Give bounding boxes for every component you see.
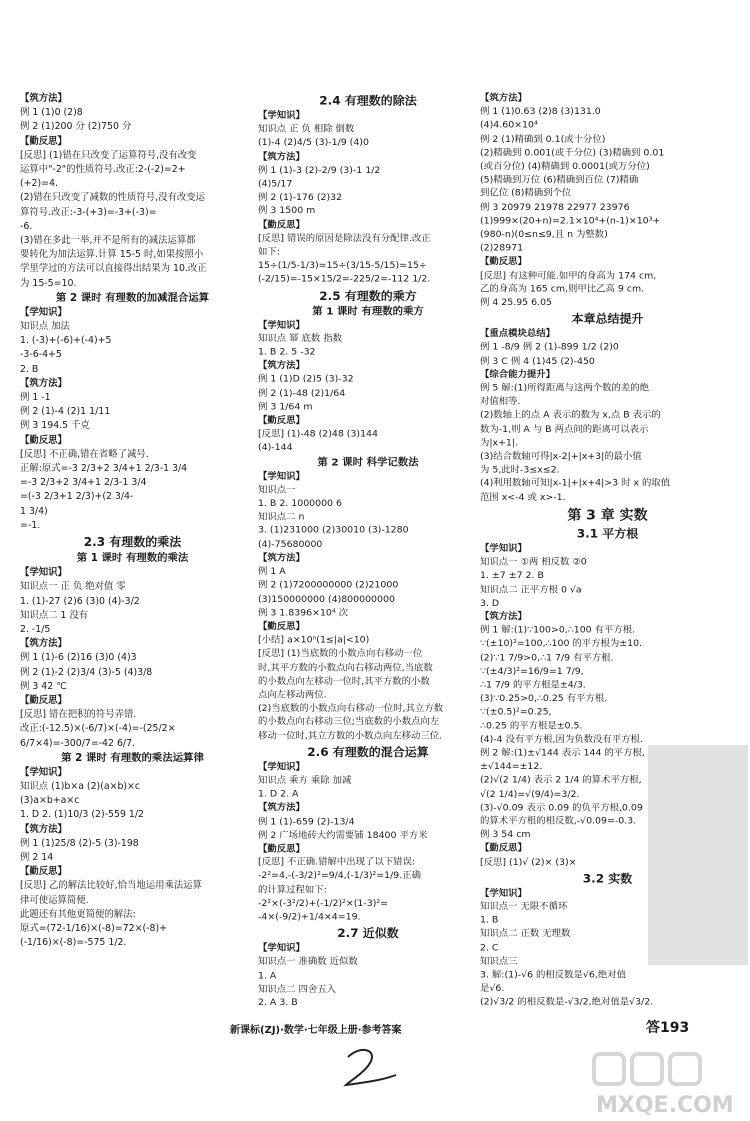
- answer-line: 算符号.改正:-3-(+3)=-3+(-3)=: [20, 206, 157, 218]
- answer-line: 知识点一 准确数 近似数: [258, 956, 358, 968]
- answer-line: 范围 x<-4 或 x>-1.: [480, 492, 566, 503]
- answer-line: 的计算过程如下:: [258, 884, 327, 896]
- answer-line: 例 3 1500 m: [258, 205, 316, 217]
- answer-line: 例 1 A: [258, 566, 286, 578]
- answer-line: 到亿位 (8)精确到个位: [480, 188, 572, 199]
- answer-line: -4×(-9/2)+1/4×4=19.: [258, 911, 361, 923]
- block-label: 【勤反思】: [480, 256, 527, 268]
- answer-line: 例 2 (1)-176 (2)32: [258, 192, 343, 203]
- answer-line: 例 1 (1)-659 (2)-13/4: [258, 816, 355, 827]
- handwritten-mark-icon: [340, 1045, 400, 1090]
- answer-line: 时,其平方数的小数点向右移动两位,当底数: [258, 662, 433, 673]
- answer-line: (1)999×(20+n)=2.1×10⁴+(n-1)×10³+: [480, 215, 661, 227]
- section-heading: 第 2 课时 有理数的乘法运算律: [61, 751, 204, 764]
- answer-line: (-2/15)=-15×15/2=-225/2=-112 1/2.: [258, 274, 431, 285]
- answer-line: -2²×(-3²/2)+(-1/2)²×(1-3)²=: [258, 898, 389, 909]
- block-label: 【筑方法】: [258, 360, 305, 372]
- answer-line: 例 2 (1)-4 (2)1 1/11: [20, 406, 111, 418]
- answer-line: 1. B 2. 1000000 6: [258, 498, 342, 509]
- answer-line: 例 1 (1)0 (2)8: [20, 107, 83, 119]
- section-heading: 3.2 实数: [582, 871, 633, 885]
- answer-line: 正解:原式=-3 2/3+2 3/4+1 2/3-1 3/4: [20, 463, 188, 475]
- answer-line: [小结] a×10ⁿ(1≤|a|<10): [258, 634, 370, 646]
- answer-line: 1. D 2. A: [258, 788, 299, 800]
- answer-line: =-3 2/3+2 3/4+1 2/3-1 3/4: [20, 477, 147, 489]
- answer-line: 例 3 54 cm: [480, 829, 531, 841]
- answer-line: (2)数轴上的点 A 表示的数为 x,点 B 表示的: [480, 410, 661, 421]
- block-label: 【勤反思】: [480, 843, 527, 854]
- answer-line: (2)28971: [480, 242, 524, 254]
- answer-line: 例 3 C 例 4 (1)45 (2)-450: [480, 355, 595, 367]
- block-label: 【学知识】: [480, 887, 527, 899]
- answer-line: 为 15-5=10.: [20, 277, 77, 289]
- section-heading: 2.3 有理数的乘法: [83, 535, 182, 550]
- answer-line: [反思] 乙的解法比较好,恰当地运用乘法运算: [20, 880, 203, 892]
- answer-line: 知识点三: [480, 956, 518, 967]
- answer-line: (3)a×b+a×c: [20, 795, 80, 807]
- answer-line: (3)∵0.25>0,∴0.25 有平方根.: [480, 693, 608, 704]
- block-label: 【筑方法】: [20, 638, 67, 650]
- answer-line: 知识点二 n: [258, 511, 305, 523]
- block-label: 【综合能力提升】: [480, 369, 556, 380]
- answer-line: 律可使运算简便.: [20, 894, 89, 906]
- answer-line: 知识点一: [258, 484, 296, 496]
- answer-line: 6/7×4)=-300/7=-42 6/7.: [20, 737, 136, 749]
- answer-line: (3)错在多此一举,并不是所有的减法运算都: [20, 235, 196, 247]
- section-heading: 2.5 有理数的乘方: [319, 288, 417, 303]
- answer-line: 知识点 幂 底数 指数: [258, 333, 342, 344]
- column-left: [20, 92, 245, 950]
- block-label: 【勤反思】: [258, 621, 305, 632]
- page-number: 答193: [646, 1020, 690, 1036]
- answer-line: (3)150000000 (4)800000000: [258, 593, 395, 605]
- answer-line: 对值相等.: [480, 396, 521, 408]
- answer-line: 3. 解:(1)-√6 的相反数是√6,绝对值: [480, 969, 626, 981]
- section-heading: 本章总结提升: [571, 312, 644, 326]
- answer-line: 是√6.: [480, 983, 505, 994]
- block-label: 【学知识】: [20, 567, 67, 579]
- block-label: 【学知识】: [258, 761, 305, 773]
- answer-line: 例 3 1.8396×10⁴ 次: [258, 607, 349, 619]
- answer-line: =(-3 2/3+1 2/3)+(2 3/4-: [20, 491, 134, 503]
- answer-line: 例 2 14: [20, 851, 54, 863]
- answer-line: 例 3 42 ℃: [20, 680, 67, 692]
- answer-line: 的算术平方根的相反数,-√0.09=-0.3.: [480, 816, 637, 827]
- block-label: 【学知识】: [258, 319, 305, 331]
- answer-line: 为|x+1|.: [480, 437, 519, 449]
- answer-line: 3. D: [480, 597, 500, 609]
- watermark-logo-icon: [590, 1050, 740, 1120]
- answer-line: 知识点 (1)b×a (2)(a×b)×c: [20, 780, 141, 792]
- answer-line: (2)∵1 7/9>0,∴1 7/9 有平方根.: [480, 652, 614, 663]
- footer-title: 新课标(ZJ)·数学·七年级上册·参考答案: [230, 1025, 402, 1036]
- answer-line: 改正:(-12.5)×(-6/7)×(-4)=-(25/2×: [20, 723, 176, 735]
- block-label: 【重点模块总结】: [480, 328, 556, 340]
- answer-line: (3)-√0.09 表示 0.09 的负平方根,0.09: [480, 802, 643, 813]
- answer-line: 学里学过的方法可以直接得出结果为 10.改正: [20, 263, 207, 275]
- block-label: 【学知识】: [258, 470, 305, 482]
- block-label: 【学知识】: [20, 306, 67, 318]
- answer-line: (2)当底数的小数点向右移动一位时,其立方数: [258, 703, 444, 714]
- answer-line: 知识点 加法: [20, 321, 70, 333]
- answer-line: 知识点二 1 没有: [20, 609, 89, 621]
- block-label: 【学知识】: [20, 766, 67, 778]
- answer-line: (2)√(2 1/4) 表示 2 1/4 的算术平方根,: [480, 775, 642, 786]
- answer-line: 知识点一 ①两 相反数 ②0: [480, 556, 587, 568]
- answer-line: 数为-1,则 A 与 B 两点间的距离可以表示: [480, 423, 649, 435]
- answer-line: -6.: [20, 220, 33, 232]
- block-label: 【勤反思】: [20, 694, 67, 706]
- answer-line: 例 2 (1)-48 (2)1/64: [258, 388, 346, 399]
- block-label: 【筑方法】: [258, 552, 305, 564]
- block-label: 【筑方法】: [258, 151, 305, 162]
- answer-line: 为 5,此时-3≤x≤2.: [480, 464, 560, 476]
- answer-line: 例 4 25.95 6.05: [480, 297, 552, 309]
- answer-line: (4)-75680000: [258, 539, 323, 550]
- answer-line: 原式=(72-1/16)×(-8)=72×(-8)+: [20, 922, 167, 934]
- answer-line: [反思] 不正确,错在省略了减号.: [20, 448, 149, 460]
- answer-line: 例 2 广场地砖大约需要铺 18400 平方米: [258, 829, 428, 841]
- answer-line: (1)-4 (2)4/5 (3)-1/9 (4)0: [258, 137, 369, 149]
- answer-line: 例 1 (1)D (2)5 (3)-32: [258, 374, 354, 385]
- column-middle: [258, 92, 478, 1010]
- answer-line: (4)-4 没有平方根,因为负数没有平方根.: [480, 734, 643, 745]
- answer-line: ∵(±0.5)²=0.25,: [480, 706, 552, 718]
- answer-line: 如下:: [258, 246, 280, 258]
- answer-line: ∴0.25 的平方根是±0.5.: [480, 720, 583, 732]
- answer-line: 知识点 乘方 乘除 加减: [258, 775, 352, 786]
- block-label: 【筑方法】: [258, 802, 305, 814]
- section-heading: 2.7 近似数: [337, 926, 399, 940]
- answer-line: 1. (1)-27 (2)6 (3)0 (4)-3/2: [20, 595, 140, 607]
- answer-line: 知识点一 正 负 绝对值 零: [20, 581, 126, 593]
- section-heading: 2.6 有理数的混合运算: [307, 745, 429, 759]
- answer-line: (4)4.60×10⁴: [480, 120, 538, 131]
- answer-line: 此题还有其他更简便的解法:: [20, 908, 136, 920]
- answer-line: 1. D 2. (1)10/3 (2)-559 1/2: [20, 809, 144, 821]
- answer-line: -3-6-4+5: [20, 349, 62, 361]
- block-label: 【筑方法】: [480, 92, 527, 104]
- block-label: 【勤反思】: [258, 219, 305, 231]
- answer-line: ∵(±4/3)²=16/9=1 7/9,: [480, 665, 584, 677]
- block-label: 【勤反思】: [20, 434, 67, 446]
- answer-line: [反思] 错误的原因是除法没有分配律.改正: [258, 233, 431, 244]
- answer-line: [反思] (1)错在只改变了运算符号,没有改变: [20, 149, 197, 161]
- answer-line: ∵(±10)²=100,∴100 的平方根为±10.: [480, 638, 643, 650]
- answer-line: [反思] 有这种可能.如甲的身高为 174 cm,: [480, 270, 657, 281]
- answer-line: 1 3/4): [20, 505, 48, 517]
- answer-line: 的小数点向右移动三位;当底数的小数点向左: [258, 716, 440, 728]
- answer-line: [反思] (1)当底数的小数点向右移动一位: [258, 648, 423, 660]
- answer-line: 例 2 解:(1)±√144 表示 144 的平方根,: [480, 747, 645, 759]
- answer-line: 移动一位时,其立方数的小数点向左移动三位.: [258, 730, 443, 742]
- answer-line: (4)5/17: [258, 178, 293, 190]
- answer-line: (3)结合数轴可得|x-2|+|x+3|的最小值: [480, 451, 642, 462]
- block-label: 【筑方法】: [480, 611, 527, 622]
- answer-line: 3. (1)231000 (2)30010 (3)-1280: [258, 525, 409, 537]
- answer-line: 的小数点向左移动一位时,其平方数的小数: [258, 675, 430, 687]
- answer-line: (2)精确到 0.001(或千分位) (3)精确到 0.01: [480, 147, 665, 159]
- section-heading: 2.4 有理数的除法: [319, 93, 417, 108]
- answer-line: 例 3 1/64 m: [258, 401, 313, 413]
- block-label: 【筑方法】: [20, 823, 67, 835]
- answer-line: 乙的身高为 165 cm,则甲比乙高 9 cm.: [480, 283, 645, 295]
- answer-line: 例 1 -1: [20, 392, 51, 404]
- section-heading: 第 3 章 实数: [567, 507, 648, 524]
- answer-line: √(2 1/4)=√(9/4)=3/2.: [480, 788, 580, 800]
- answer-line: 例 3 20979 21978 22977 23976: [480, 202, 630, 213]
- answer-line: 要转化为加法运算.计算 15-5 时,如果按照小: [20, 249, 204, 261]
- block-label: 【勤反思】: [258, 415, 305, 426]
- answer-line: 例 1 -8/9 例 2 (1)-899 1/2 (2)0: [480, 342, 619, 353]
- block-label: 【勤反思】: [20, 866, 67, 878]
- section-heading: 第 1 课时 有理数的乘法: [76, 552, 189, 565]
- answer-line: 例 1 (1)-6 (2)16 (3)0 (4)3: [20, 652, 137, 664]
- answer-line: =-1.: [20, 519, 41, 531]
- answer-line: 例 1 (1)25/8 (2)-5 (3)-198: [20, 837, 139, 849]
- answer-line: 例 2 (1)200 分 (2)750 分: [20, 121, 132, 133]
- answer-line: 2. B: [20, 363, 39, 375]
- answer-line: (+2)=4.: [20, 178, 58, 190]
- answer-line: 知识点二 正数 无理数: [480, 928, 571, 940]
- answer-line: 点向左移动两位.: [258, 689, 327, 701]
- answer-line: 1. (-3)+(-6)+(-4)+5: [20, 335, 112, 347]
- answer-line: 2. -1/5: [20, 623, 51, 635]
- answer-line: (或百分位) (4)精确到 0.0001(或万分位): [480, 161, 650, 172]
- answer-line: ±√144=±12.: [480, 761, 543, 773]
- answer-line: 1. B: [480, 915, 499, 926]
- answer-line: (5)精确到万位 (6)精确到百位 (7)精确: [480, 174, 639, 186]
- answer-line: 知识点二 正平方根 0 √a: [480, 584, 582, 595]
- answer-line: (-1/16)×(-8)=-575 1/2.: [20, 937, 127, 949]
- answer-line: 例 3 194.5 千克: [20, 420, 90, 432]
- answer-line: [反思] 不正确.错解中出现了以下错误:: [258, 857, 416, 868]
- section-heading: 3.1 平方根: [576, 526, 639, 541]
- answer-line: 例 2 (1)-2 (2)3/4 (3)-5 (4)3/8: [20, 666, 153, 678]
- answer-line: 15÷(1/5-1/3)=15÷(3/15-5/15)=15÷: [258, 260, 427, 272]
- answer-line: 知识点 正 负 相除 倒数: [258, 123, 355, 135]
- answer-line: 例 2 (1)精确到 0.1(或十分位): [480, 133, 606, 145]
- block-label: 【筑方法】: [20, 377, 67, 389]
- section-heading: 第 2 课时 有理数的加减混合运算: [55, 291, 210, 304]
- watermark-text: MXQE.COM: [596, 1093, 734, 1118]
- block-label: 【勤反思】: [258, 843, 305, 855]
- answer-line: [反思] 错在把积的符号弄错.: [20, 709, 137, 721]
- answer-line: 知识点二 四舍五入: [258, 983, 336, 995]
- section-heading: 第 2 课时 科学记数法: [317, 456, 419, 468]
- answer-line: 例 1 (1)0.63 (2)8 (3)131.0: [480, 106, 601, 118]
- answer-line: (2)错在只改变了减数的性质符号,没有改变运: [20, 192, 206, 204]
- answer-line: 1. B 2. 5 -32: [258, 347, 316, 358]
- answer-line: (4)-144: [258, 442, 293, 454]
- answer-line: (2)√3/2 的相反数是-√3/2,绝对值是√3/2.: [480, 996, 654, 1008]
- answer-line: 2. C: [480, 942, 499, 953]
- block-label: 【勤反思】: [20, 135, 67, 147]
- block-label: 【学知识】: [258, 942, 305, 954]
- block-label: 【学知识】: [258, 110, 305, 121]
- answer-line: 1. A: [258, 970, 277, 981]
- answer-line: 例 1 (1)-3 (2)-2/9 (3)-1 1/2: [258, 164, 381, 176]
- answer-line: 1. ±7 ±7 2. B: [480, 570, 544, 582]
- column-right: [480, 92, 735, 1010]
- answer-line: [反思] (1)√ (2)× (3)×: [480, 856, 577, 868]
- answer-line: (4)利用数轴可知|x-1|+|x+4|>3 时 x 的取值: [480, 478, 671, 490]
- answer-line: (980-n)(0≤n≤9,且 n 为整数): [480, 229, 608, 240]
- section-heading: 第 1 课时 有理数的乘方: [312, 305, 424, 317]
- answer-line: 例 5 解:(1)所得距离与这两个数的差的绝: [480, 383, 649, 394]
- block-label: 【筑方法】: [20, 93, 67, 104]
- answer-line: -2²=4,-(-3/2)²=9/4,(-1/3)²=1/9.正确: [258, 870, 421, 882]
- answer-line: [反思] (1)-48 (2)48 (3)144: [258, 429, 378, 440]
- answer-line: 知识点一 无限不循环: [480, 901, 568, 913]
- answer-line: 例 2 (1)7200000000 (2)21000: [258, 580, 399, 591]
- answer-line: 例 1 解:(1)∵100>0,∴100 有平方根.: [480, 625, 636, 636]
- block-label: 【学知识】: [480, 543, 527, 554]
- answer-line: 运算中"-2"的性质符号.改正:2-(-2)=2+: [20, 164, 186, 176]
- answer-line: 2. A 3. B: [258, 997, 298, 1009]
- answer-line: ∴1 7/9 的平方根是±4/3.: [480, 679, 586, 691]
